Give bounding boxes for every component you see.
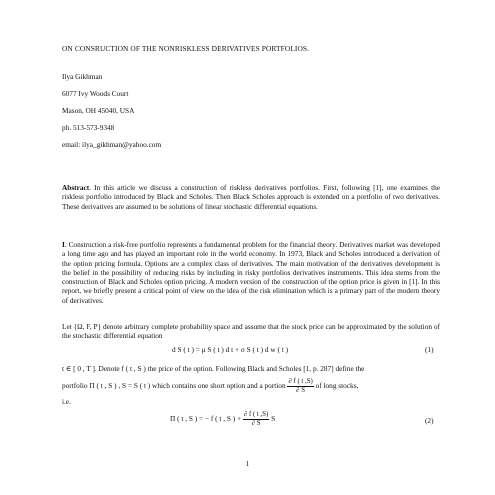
equation-2 [170, 411, 275, 428]
page-number: 1 [245, 459, 250, 468]
abstract-text: . In this article we discuss a construction of riskless derivatives portfolios. First, following [1], one examines the riskless portfolio introduced by Black and Scholes. Then Black Scholes approach is extended on a portfolio of two derivatives. These derivatives are assumed to be solutions of linear stochastic differential equations. [62, 183, 440, 211]
equation-2-fraction-denominator: ∂ S [251, 420, 261, 427]
section-1-paragraph [62, 240, 440, 305]
section-1-text: . Construction a risk-free portfolio represents a fundamental problem for the financial theory. Derivatives market was developed a long time ago and has played an important role in the world economy. In 1973, Black and Scholes introduced a derivation of the option pricing formula. Options are a complex class of derivatives. The main motivation of the derivatives development is the belief in the possibility of reducing risks by including in risky portfolios derivatives instruments. This idea stems from the construction of Black and Scholes option pricing. A modern version of the construction of the option price is given in [1]. In this report, we briefly present a critical point of view on the idea of the risk elimination which is a primary part of the modern theory of derivatives. [62, 240, 440, 305]
abstract-paragraph [62, 183, 440, 211]
equation-1-number: (1) [425, 345, 434, 354]
delta-fraction-numerator: ∂ f ( t ,S) [288, 378, 313, 385]
equation-2-number: (2) [425, 416, 434, 425]
author-phone: ph. 513-573-9348 [62, 123, 115, 132]
equation-2-fraction-numerator: ∂ f ( t ,S) [243, 411, 269, 418]
author-email: email: ilya_gikhman@yahoo.com [62, 140, 162, 149]
probability-space-paragraph: Let {Ω, F, P} denote arbitrary complete probability space and assume that the stock price can be approximated by the solution of the stochastic differential equation [62, 322, 440, 341]
equation-2-prefix: Π ( t , S ) = − f ( t , S ) + [170, 414, 242, 424]
portfolio-definition-prefix: portfolio Π ( t , S ) , S = S ( t ) which contains one short option and a portion [62, 381, 286, 391]
equation-2-suffix: S [271, 414, 276, 424]
equation-2-fraction [243, 411, 269, 428]
abstract-label: Abstract [62, 183, 90, 192]
author-address-line2: Mason, OH 45040, USA [62, 106, 135, 115]
author-name: Ilya Gikhman [62, 72, 103, 81]
delta-fraction-denominator: ∂ S [296, 387, 306, 394]
author-address-line1: 6077 Ivy Woods Court [62, 89, 129, 98]
ie-text: i.e. [62, 397, 71, 406]
equation-1: d S ( t ) = μ S ( t ) d t + σ S ( t ) d w ( t ) [172, 345, 288, 354]
option-price-line: t ∈ [ 0 , T ]. Denote f ( t , S ) the price of the option. Following Black and Scholes [1, p. 287] define the [62, 364, 365, 373]
portfolio-definition-suffix: of long stocks, [315, 381, 359, 391]
delta-fraction [287, 378, 313, 395]
section-1-number: I [62, 240, 65, 249]
portfolio-definition-line [62, 378, 358, 395]
paper-title: ON CONSRUCTION OF THE NONRISKLESS DERIVATIVES PORTFOLIOS. [62, 44, 310, 53]
